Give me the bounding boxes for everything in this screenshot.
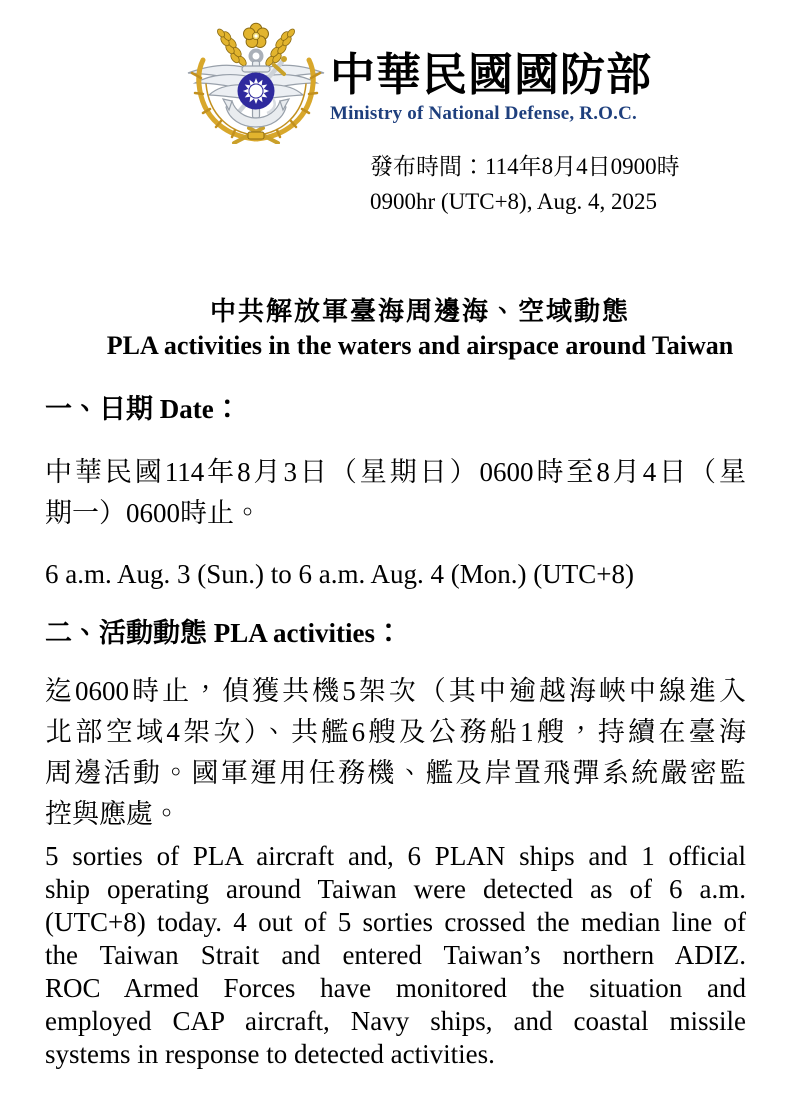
mnd-emblem-icon (185, 16, 327, 144)
text-line: (UTC+8) today. 4 out of 5 sorties crossed the median line of (45, 907, 746, 937)
text-line: ROC Armed Forces have monitored the situation and (45, 973, 746, 1003)
text-line: the Taiwan Strait and entered Taiwan’s northern ADIZ. (45, 940, 746, 970)
activities-paragraph-zh (45, 671, 746, 835)
text-line: systems in response to detected activities. (45, 1039, 495, 1069)
ministry-header (330, 48, 652, 125)
release-time (370, 149, 680, 219)
document-title-zh: 中共解放軍臺海周邊海、空域動態 (209, 297, 630, 326)
text-line: 期一）0600時止。 (45, 498, 261, 528)
text-line: 迄0600時止，偵獲共機5架次（其中逾越海峽中線進入 (45, 676, 746, 706)
release-time-en: 0900hr (UTC+8), Aug. 4, 2025 (370, 189, 658, 214)
text-line: 中華民國114年8月3日（星期日）0600時至8月4日（星 (45, 457, 746, 487)
text-line: 北部空域4架次）、共艦6艘及公務船1艘，持續在臺海 (45, 717, 746, 747)
text-line: ship operating around Taiwan were detected as of 6 a.m. (45, 874, 746, 904)
section-activities-heading: 二、活動動態 PLA activities： (45, 618, 402, 648)
activities-paragraph-en (45, 840, 746, 1071)
ministry-name-zh: 中華民國國防部 (330, 50, 653, 100)
document-title (85, 295, 755, 363)
sun-disc-icon (238, 73, 275, 110)
section-date-heading: 一、日期 Date： (45, 394, 241, 424)
text-line: 6 a.m. Aug. 3 (Sun.) to 6 a.m. Aug. 4 (Mon.) (UTC+8) (45, 559, 634, 589)
release-time-zh: 發布時間：114年8月4日0900時 (370, 154, 680, 179)
text-line: 控與應處。 (45, 799, 180, 829)
text-line: employed CAP aircraft, Navy ships, and coastal missile (45, 1006, 746, 1036)
date-paragraph-zh (45, 452, 746, 534)
date-paragraph-en (45, 558, 746, 591)
text-line: 周邊活動。國軍運用任務機、艦及岸置飛彈系統嚴密監 (45, 758, 746, 788)
text-line: 5 sorties of PLA aircraft and, 6 PLAN ships and 1 official (45, 841, 746, 871)
ministry-name-en: Ministry of National Defense, R.O.C. (330, 103, 637, 124)
plum-blossom-icon (244, 23, 269, 47)
document-title-en: PLA activities in the waters and airspace around Taiwan (106, 331, 734, 360)
